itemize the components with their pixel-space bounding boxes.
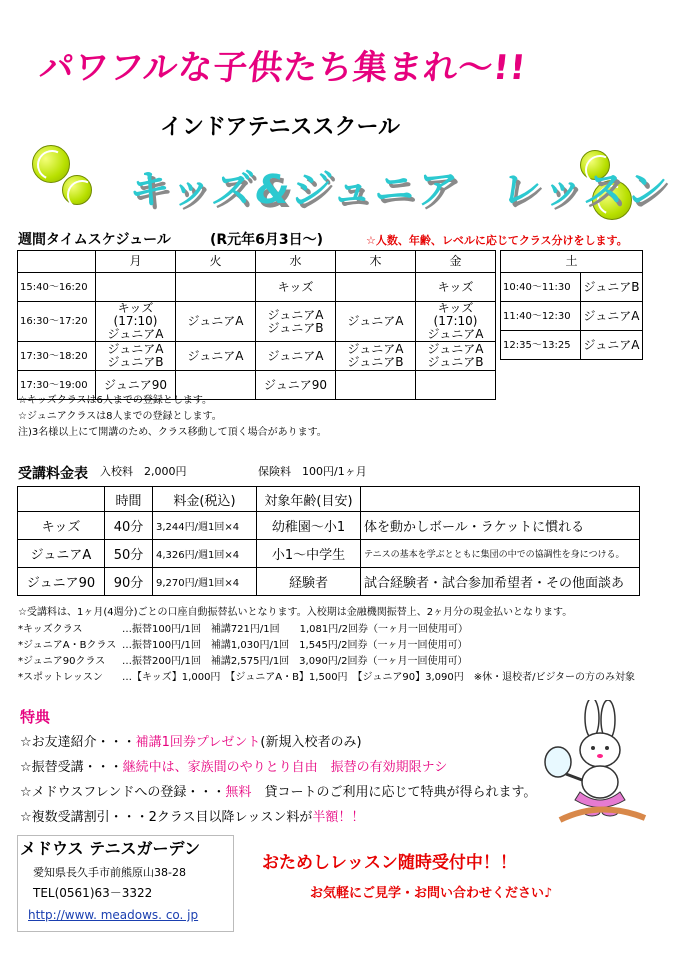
lesson-banner: キッズ&ジュニア レッスン [126,167,672,213]
benefit-item [20,755,536,780]
schedule-cell: ジュニア90 [256,371,336,400]
rabbit-tennis-icon [530,700,650,825]
admission-fee: 入校料 2,000円 [100,465,187,478]
schedule-cell [96,273,176,302]
fee-class-name: ジュニア90 [18,568,105,596]
transfer-detail: …【キッズ】1,000円 【ジュニアA・B】1,500円 【ジュニア90】3,090円 ※休・退校者/ビジターの方のみ対象 [122,672,636,683]
sat-class: ジュニアA [581,302,643,331]
benefit-pre: ☆メドウスフレンドへの登録・・・ [20,785,226,800]
schedule-note: ☆ジュニアクラスは8人までの登録とします。 [18,411,222,422]
time-slot: 17:30～19:00 [18,371,96,400]
fee-price: 9,270円/週1回×4 [153,568,257,596]
fee-class-name: キッズ [18,512,105,540]
day-header: 金 [416,251,496,273]
fee-header: 時間 [105,487,153,512]
fee-header: 料金(税込) [153,487,257,512]
class-note: ☆人数、年齢、レベルに応じてクラス分けをします。 [366,234,628,247]
benefit-item [20,780,536,805]
tennis-ball-icon [32,145,70,183]
transfer-item [18,622,635,638]
benefit-post: 貸コートのご利用に応じて特典が得られます。 [251,785,537,800]
benefit-hl: 半額！！ [312,810,365,825]
benefit-pre: ☆振替受講・・・ [20,760,123,775]
fee-age: 小1～中学生 [257,540,361,568]
insurance-fee: 保険料 100円/1ヶ月 [258,465,367,478]
transfer-detail: …振替100円/1回 補講1,030円/1回 1,545円/2回券（一ヶ月一回使用可） [122,640,468,651]
schedule-cell: キッズ(17:10) ジュニアA [416,302,496,342]
sat-time-slot: 10:40～11:30 [501,273,581,302]
trial-lesson-promo: おためしレッスン随時受付中！！ [262,853,517,873]
fee-class-name: ジュニアA [18,540,105,568]
fee-age: 経験者 [257,568,361,596]
transfer-class: *ジュニアA・Bクラス [18,640,117,651]
fee-age: 幼稚園～小1 [257,512,361,540]
sat-class: ジュニアB [581,273,643,302]
shop-address: 愛知県長久手市前熊原山38-28 [33,866,186,879]
shop-url-link[interactable]: http://www. meadows. co. jp [28,908,199,922]
day-header: 水 [256,251,336,273]
benefit-hl: 補講1回券プレゼント [135,735,261,750]
benefits-title: 特典 [20,708,51,726]
shop-name: メドウス テニスガーデン [20,839,201,858]
header-time-cell [18,251,96,273]
schedule-cell: ジュニアA ジュニアB [336,342,416,371]
fees-title: 受講料金表 [18,466,88,482]
schedule-cell: ジュニアA ジュニアB [256,302,336,342]
time-slot: 15:40～16:20 [18,273,96,302]
fee-price: 4,326円/週1回×4 [153,540,257,568]
fee-time: 50分 [105,540,153,568]
transfer-item [18,638,635,654]
inquiry-promo: お気軽にご見学・お問い合わせください♪ [310,886,553,901]
day-header: 土 [501,251,643,273]
benefit-post: (新規入校者のみ) [260,735,362,750]
fee-price: 3,244円/週1回×4 [153,512,257,540]
schedule-cell [176,273,256,302]
benefit-item [20,805,536,830]
schedule-notes [18,393,327,441]
transfer-item [18,670,635,686]
schedule-cell [416,371,496,400]
school-name: インドアテニススクール [160,115,401,140]
schedule-note: ☆キッズクラスは6人までの登録とします。 [18,395,213,406]
transfer-item [18,654,635,670]
day-header: 火 [176,251,256,273]
benefit-hl: 無料 [225,785,252,800]
fee-time: 90分 [105,568,153,596]
schedule-cell: ジュニアA [336,302,416,342]
schedule-date: (R元年6月3日～) [210,232,324,248]
day-header: 木 [336,251,416,273]
time-slot: 17:30～18:20 [18,342,96,371]
schedule-cell: ジュニアA ジュニアB [416,342,496,371]
fee-description: 試合経験者・試合参加希望者・その他面談あ [361,568,640,596]
schedule-cell: キッズ [256,273,336,302]
benefit-hl: 継続中は、家族間のやりとり自由 振替の有効期限ナシ [122,760,448,775]
fee-table [17,486,640,596]
fee-header-blank [18,487,105,512]
schedule-cell: ジュニアA [176,302,256,342]
day-header: 月 [96,251,176,273]
sat-time-slot: 11:40～12:30 [501,302,581,331]
schedule-title: 週間タイムスケジュール [18,232,171,248]
schedule-cell [336,273,416,302]
transfer-detail: …振替100円/1回 補講721円/1回 1,081円/2回券（一ヶ月一回使用可） [122,624,468,635]
transfer-class: *キッズクラス [18,624,83,635]
fee-time: 40分 [105,512,153,540]
schedule-table [17,250,496,400]
transfer-class: *スポットレッスン [18,672,103,683]
headline: パワフルな子供たち集まれ～!! [37,48,529,88]
schedule-cell [336,371,416,400]
schedule-cell: ジュニアA [256,342,336,371]
fee-description: 体を動かしボール・ラケットに慣れる [361,512,640,540]
transfer-detail: …振替200円/1回 補講2,575円/1回 3,090円/2回券（一ヶ月一回使用可） [122,656,468,667]
schedule-note: 注)3名様以上にて開講のため、クラス移動して頂く場合があります。 [18,427,327,438]
benefit-item [20,730,536,755]
schedule-cell: キッズ(17:10) ジュニアA [96,302,176,342]
shop-tel: TEL(0561)63－3322 [33,886,153,900]
fee-header-blank [361,487,640,512]
fee-description: テニスの基本を学ぶとともに集団の中での協調性を身につける。 [361,540,640,568]
sat-time-slot: 12:35～13:25 [501,331,581,360]
time-slot: 16:30～17:20 [18,302,96,342]
schedule-cell: ジュニアA [176,342,256,371]
transfer-list [18,622,635,686]
fee-header: 対象年齢(目安) [257,487,361,512]
benefits-list [20,730,536,830]
benefit-pre: ☆お友達紹介・・・ [20,735,136,750]
saturday-table [500,250,643,360]
sat-class: ジュニアA [581,331,643,360]
schedule-cell: ジュニア90 [96,371,176,400]
schedule-cell: ジュニアA ジュニアB [96,342,176,371]
payment-note: ☆受講料は、1ヶ月(4週分)ごとの口座自動振替払いとなります。入校期は金融機関振替上、2ヶ月分の現金払いとなります。 [18,607,573,618]
schedule-cell: キッズ [416,273,496,302]
tennis-ball-icon [62,175,92,205]
benefit-pre: ☆複数受講割引・・・2クラス目以降レッスン料が [20,810,313,825]
transfer-class: *ジュニア90クラス [18,656,106,667]
